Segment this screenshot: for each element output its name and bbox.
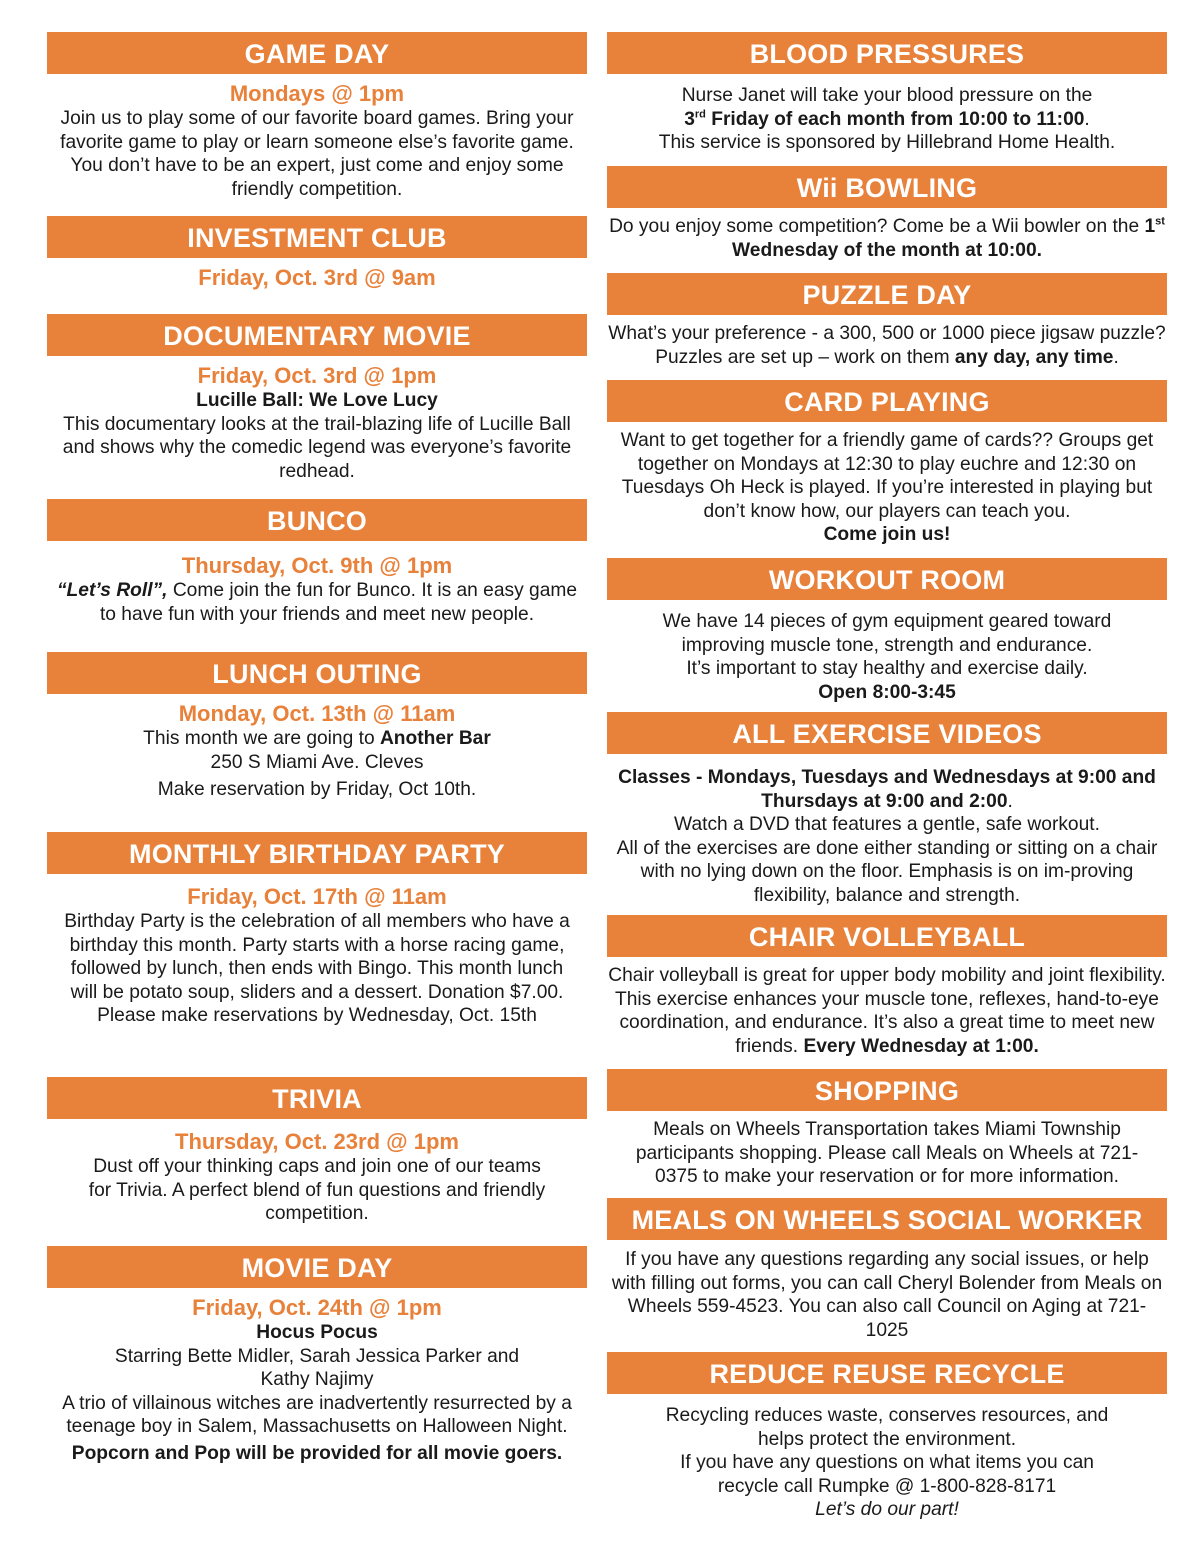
lunch-reservation: Make reservation by Friday, Oct 10th. xyxy=(157,779,477,800)
event-description: We have 14 pieces of gym equipment geared toward improving muscle tone, strength and endurance. xyxy=(662,611,1112,656)
trivia-section xyxy=(47,1077,587,1226)
event-time: Friday, Oct. 17th @ 11am xyxy=(187,884,447,909)
event-description: Recycling reduces waste, conserves resources, and helps protect the environment. xyxy=(665,1405,1109,1450)
social-worker-section xyxy=(607,1198,1167,1342)
chair-volleyball-section xyxy=(607,915,1167,1058)
lunch-address: 250 S Miami Ave. Cleves xyxy=(210,751,424,773)
event-description: Want to get together for a friendly game of cards?? Groups get together on Mondays at 12:30 to play euchre and 12:30 on Tuesdays Oh Heck is played. If you’re interested in playing but don’t know how, our players can teach you. xyxy=(620,430,1154,522)
section-header: ALL EXERCISE VIDEOS xyxy=(607,712,1167,754)
event-time: Thursday, Oct. 9th @ 1pm xyxy=(181,553,453,578)
bp-schedule: 3rd Friday of each month from 10:00 to 11:00. xyxy=(684,108,1090,130)
section-header: INVESTMENT CLUB xyxy=(47,216,587,258)
event-description: Chair volleyball is great for upper body mobility and joint flexibility. This exercise enhances your muscle tone, reflexes, hand-to-eye coordination, and endurance. It’s also a great time to meet new friends. Every Wednesday at 1:00. xyxy=(608,965,1166,1057)
wii-bowling-section xyxy=(607,166,1167,262)
exercise-videos-section: ALL EXERCISE VIDEOS Classes - Mondays, Tuesdays and Wednesdays at 9:00 and Thursdays at 9:00 and 2:00. Watch a DVD that features a gentle, safe workout. All of the exercises are done either standing or sitting on a chair with no lying down on the floor. Emphasis is on im-proving flexibility, balance and strength. xyxy=(607,712,1167,907)
shopping-section xyxy=(607,1069,1167,1189)
section-header: MONTHLY BIRTHDAY PARTY xyxy=(47,832,587,874)
event-description: A trio of villainous witches are inadvertently resurrected by a teenage boy in Salem, Massachusetts on Halloween Night. xyxy=(62,1392,572,1437)
event-time: Friday, Oct. 24th @ 1pm xyxy=(192,1295,442,1320)
recycle-contact: If you have any questions on what items you can recycle call Rumpke @ 1-800-828-8171 xyxy=(680,1452,1094,1497)
film-title: Lucille Ball: We Love Lucy xyxy=(196,390,438,411)
bunco-lead: “Let’s Roll”, xyxy=(56,580,168,601)
game-day-section xyxy=(47,32,587,201)
workout-room-section: WORKOUT ROOM We have 14 pieces of gym equipment geared toward improving muscle tone, strength and endurance. It’s important to stay healthy and exercise daily. Open 8:00-3:45 xyxy=(607,558,1167,704)
event-time: Friday, Oct. 3rd @ 1pm xyxy=(197,363,437,388)
card-playing-section xyxy=(607,380,1167,547)
movie-note: Popcorn and Pop will be provided for all movie goers. xyxy=(71,1442,563,1464)
section-header: BLOOD PRESSURES xyxy=(607,32,1167,74)
blood-pressures-section: BLOOD PRESSURES Nurse Janet will take your blood pressure on the 3rd Friday of each month from 10:00 to 11:00. This service is sponsored by Hillebrand Home Health. xyxy=(607,32,1167,155)
film-title: Hocus Pocus xyxy=(256,1322,378,1343)
section-header: CHAIR VOLLEYBALL xyxy=(607,915,1167,957)
puzzle-day-section xyxy=(607,273,1167,369)
section-header: SHOPPING xyxy=(607,1069,1167,1111)
section-header: CARD PLAYING xyxy=(607,380,1167,422)
investment-club-section xyxy=(47,216,587,291)
cards-cta: Come join us! xyxy=(823,524,951,545)
workout-hours: Open 8:00-3:45 xyxy=(818,681,956,703)
event-description: If you have any questions regarding any social issues, or help with filling out forms, you can call Cheryl Bolender from Meals on Wheels 559-4523. You can also call Council on Aging at 721-1025 xyxy=(611,1249,1163,1341)
recycle-slogan: Let’s do our part! xyxy=(815,1499,959,1520)
section-header: DOCUMENTARY MOVIE xyxy=(47,314,587,356)
bp-sponsor: This service is sponsored by Hillebrand Home Health. xyxy=(658,132,1116,153)
section-header: Wii BOWLING xyxy=(607,166,1167,208)
event-time: Mondays @ 1pm xyxy=(229,81,405,106)
movie-day-section xyxy=(47,1246,587,1465)
section-header: LUNCH OUTING xyxy=(47,652,587,694)
lunch-venue: This month we are going to Another Bar xyxy=(143,728,491,749)
section-header: GAME DAY xyxy=(47,32,587,74)
event-description: Do you enjoy some competition? Come be a Wii bowler on the 1st Wednesday of the month at 10:00. xyxy=(609,215,1165,261)
event-description: What’s your preference - a 300, 500 or 1000 piece jigsaw puzzle? Puzzles are set up – work on them any day, any time. xyxy=(608,323,1166,368)
event-time: Thursday, Oct. 23rd @ 1pm xyxy=(175,1129,459,1154)
event-description: “Let’s Roll”, Come join the fun for Bunco. It is an easy game to have fun with your friends and meet new people. xyxy=(56,580,578,625)
section-header: MOVIE DAY xyxy=(47,1246,587,1288)
birthday-party-section xyxy=(47,832,587,1028)
section-header: MEALS ON WHEELS SOCIAL WORKER xyxy=(607,1198,1167,1240)
section-header: WORKOUT ROOM xyxy=(607,558,1167,600)
section-header: PUZZLE DAY xyxy=(607,273,1167,315)
section-header: BUNCO xyxy=(47,499,587,541)
event-time: Friday, Oct. 3rd @ 9am xyxy=(198,265,436,290)
recycle-section xyxy=(607,1352,1167,1522)
event-description: Join us to play some of our favorite board games. Bring your favorite game to play or learn someone else’s favorite game. You don’t have to be an expert, just come and enjoy some friendly competition. xyxy=(60,108,574,200)
event-description: Meals on Wheels Transportation takes Miami Township participants shopping. Please call Meals on Wheels at 721-0375 to make your reservation or for more information. xyxy=(635,1119,1139,1187)
event-description: Birthday Party is the celebration of all members who have a birthday this month. Party starts with a horse racing game, followed by lunch, then ends with Bingo. This month lunch will be potato soup, sliders and a dessert. Donation $7.00. Please make reservations by Wednesday, Oct. 15th xyxy=(64,911,570,1026)
section-header: TRIVIA xyxy=(47,1077,587,1119)
event-description: This documentary looks at the trail-blazing life of Lucille Ball and shows why the comedic legend was everyone’s favorite redhead. xyxy=(62,413,572,482)
event-time: Monday, Oct. 13th @ 11am xyxy=(178,701,456,726)
bunco-section xyxy=(47,499,587,626)
lunch-outing-section xyxy=(47,652,587,802)
documentary-section xyxy=(47,314,587,483)
event-description: Dust off your thinking caps and join one of our teams for Trivia. A perfect blend of fun questions and friendly competition. xyxy=(88,1156,546,1224)
videos-schedule: Classes - Mondays, Tuesdays and Wednesdays at 9:00 and Thursdays at 9:00 and 2:00. xyxy=(618,767,1156,812)
film-cast: Starring Bette Midler, Sarah Jessica Parker and Kathy Najimy xyxy=(114,1345,520,1390)
event-description: All of the exercises are done either standing or sitting on a chair with no lying down on the floor. Emphasis is on im-proving flexibility, balance and strength. xyxy=(616,837,1158,906)
section-header: REDUCE REUSE RECYCLE xyxy=(607,1352,1167,1394)
